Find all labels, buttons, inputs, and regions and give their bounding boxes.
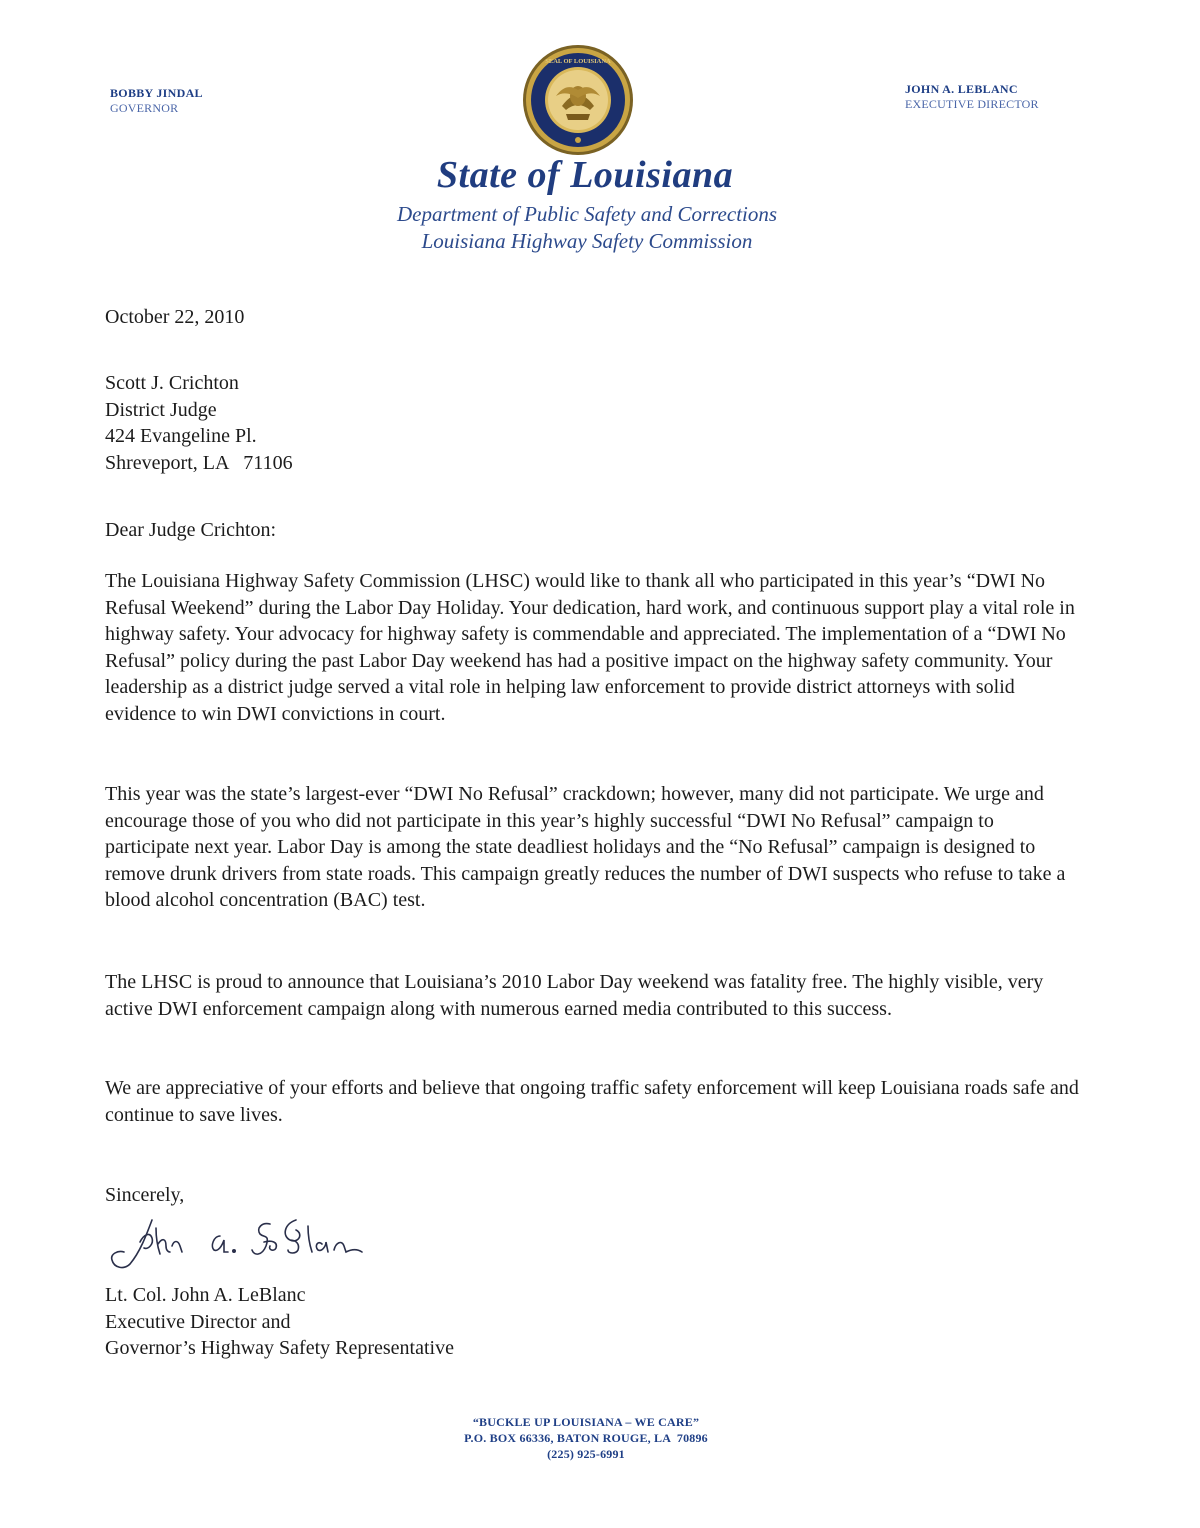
- body-paragraph: This year was the state’s largest-ever “DWI No Refusal” crackdown; however, many did not participate. We urge and encourage those of you who did not participate in this year’s highly successful “DWI No Refusal” campaign to participate next year. Labor Day is among the state deadliest holidays and the “No Refusal” campaign is designed to remove drunk drivers from state roads. This campaign greatly reduces the number of DWI suspects who refuse to take a blood alcohol concentration (BAC) test.: [105, 783, 1066, 912]
- letter-date: October 22, 2010: [105, 306, 245, 328]
- body-paragraph: The LHSC is proud to announce that Louisiana’s 2010 Labor Day weekend was fatality free. The highly visible, very active DWI enforcement campaign along with numerous earned media contributed to this success.: [105, 971, 1044, 1020]
- body-paragraph: The Louisiana Highway Safety Commission (LHSC) would like to thank all who participated in this year’s “DWI No Refusal Weekend” during the Labor Day Holiday. Your dedication, hard work, and continuous support play a vital role in highway safety. Your advocacy for highway safety is commendable and appreciated. The implementation of a “DWI No Refusal” policy during the past Labor Day weekend has had a positive impact on the highway safety community. Your leadership as a district judge served a vital role in helping law enforcement to provide district attorneys with solid evidence to win DWI convictions in court.: [105, 570, 1075, 725]
- governor-title: GOVERNOR: [110, 101, 179, 115]
- commission-name: Louisiana Highway Safety Commission: [421, 229, 753, 253]
- footer-phone: (225) 925-6991: [547, 1447, 625, 1461]
- signer-block: [105, 1282, 454, 1362]
- department-name: Department of Public Safety and Corrections: [396, 202, 778, 226]
- signer-name: Lt. Col. John A. LeBlanc: [105, 1284, 306, 1306]
- footer-slogan: “BUCKLE UP LOUISIANA – WE CARE”: [472, 1415, 700, 1429]
- director-name: JOHN A. LEBLANC: [905, 82, 1018, 96]
- governor-name: BOBBY JINDAL: [110, 86, 203, 100]
- footer-address: P.O. BOX 66336, BATON ROUGE, LA 70896: [464, 1431, 708, 1445]
- letterhead-footer: [0, 1414, 1172, 1462]
- seal-text: SEAL OF LOUISIANA: [545, 58, 611, 65]
- recipient-city: Shreveport, LA 71106: [105, 451, 293, 474]
- handwritten-signature: [100, 1206, 400, 1276]
- recipient-name: Scott J. Crichton: [105, 372, 239, 394]
- body-paragraph: We are appreciative of your efforts and believe that ongoing traffic safety enforcement will keep Louisiana roads safe and continue to save lives.: [105, 1077, 1079, 1126]
- director-title: EXECUTIVE DIRECTOR: [905, 97, 1039, 111]
- signer-title: Governor’s Highway Safety Representative: [105, 1337, 454, 1359]
- state-title: State of Louisiana: [436, 154, 734, 196]
- director-block: [905, 82, 1039, 111]
- recipient-address: [105, 370, 293, 476]
- recipient-street: 424 Evangeline Pl.: [105, 425, 257, 447]
- recipient-title: District Judge: [105, 398, 217, 421]
- louisiana-seal-icon: [522, 44, 634, 156]
- salutation: Dear Judge Crichton:: [105, 519, 277, 541]
- signer-title: Executive Director and: [105, 1310, 291, 1333]
- governor-block: [110, 86, 203, 115]
- closing: Sincerely,: [105, 1184, 185, 1206]
